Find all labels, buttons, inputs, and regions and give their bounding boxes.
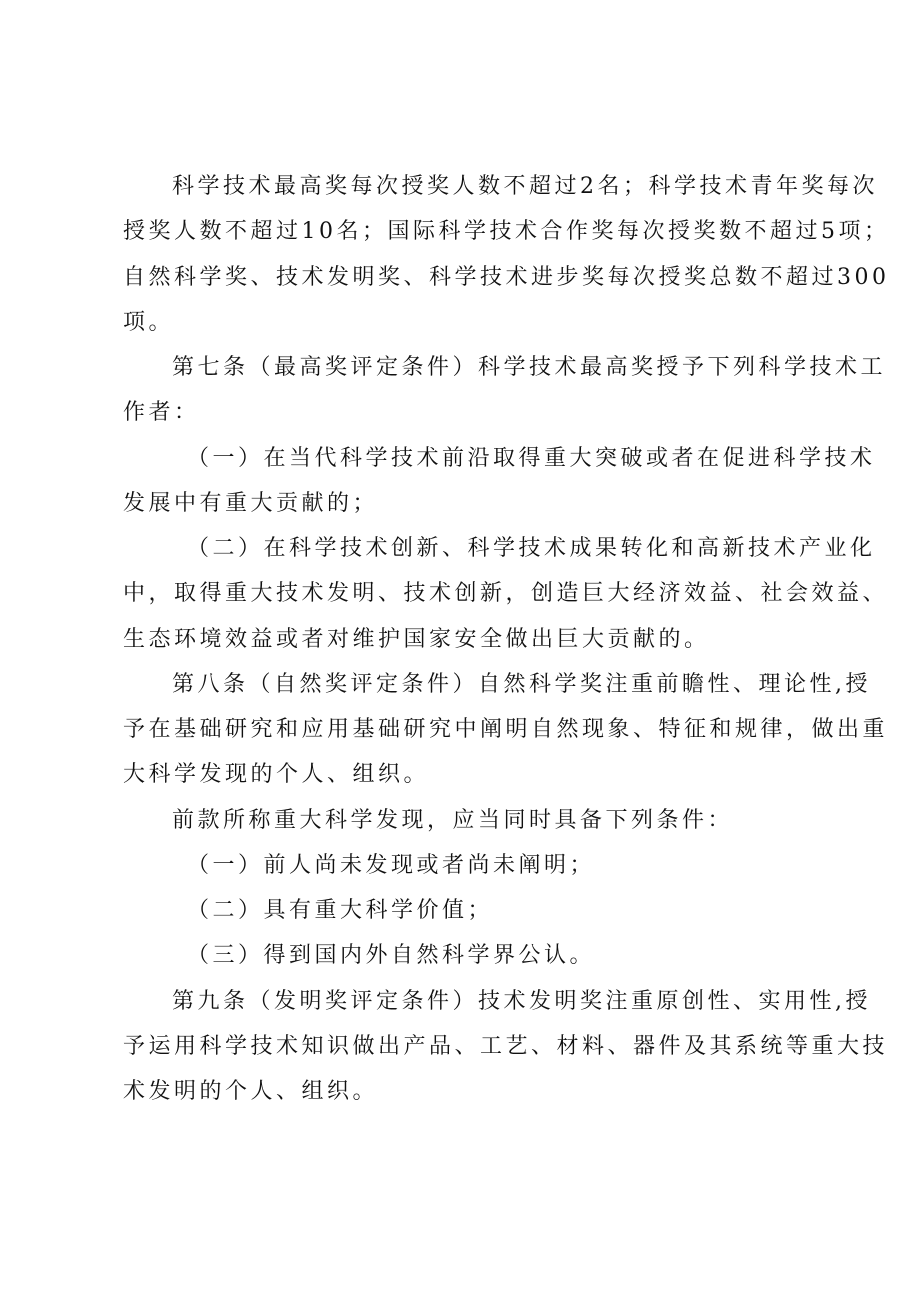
text-line: 予在基础研究和应用基础研究中阐明自然现象、特征和规律，做出重 [123,717,889,742]
article-8-heading: 第八条（自然奖评定条件）自然科学奖注重前瞻性、理论性,授 [172,672,871,697]
text-line: 术发明的个人、组织。 [123,1079,379,1104]
article-9-heading: 第九条（发明奖评定条件）技术发明奖注重原创性、实用性,授 [172,989,871,1014]
list-item: （三）得到国内外自然科学界公认。 [187,943,596,968]
text-line: 生态环境效益或者对维护国家安全做出巨大贡献的。 [123,627,710,652]
text-line: 自然科学奖、技术发明奖、科学技术进步奖每次授奖总数不超过300 [123,265,890,290]
text-line: 科学技术最高奖每次授奖人数不超过2名；科学技术青年奖每次 [172,174,878,199]
list-item: （二）在科学技术创新、科学技术成果转化和高新技术产业化 [187,536,876,561]
text-line: 大科学发现的个人、组织。 [123,762,430,787]
text-line: 项。 [123,310,175,335]
list-item: （一）前人尚未发现或者尚未阐明； [187,853,596,878]
text-line: 发展中有重大贡献的； [123,491,379,516]
text-line: 授奖人数不超过10名；国际科学技术合作奖每次授奖数不超过5项； [123,219,890,244]
article-7-heading: 第七条（最高奖评定条件）科学技术最高奖授予下列科学技术工 [172,355,887,380]
paragraph-line: 前款所称重大科学发现，应当同时具备下列条件： [172,808,734,833]
list-item: （二）具有重大科学价值； [187,898,494,923]
text-line: 作者： [123,400,200,425]
text-line: 予运用科学技术知识做出产品、工艺、材料、器件及其系统等重大技 [123,1034,889,1059]
list-item: （一）在当代科学技术前沿取得重大突破或者在促进科学技术 [187,446,876,471]
text-line: 中，取得重大技术发明、技术创新，创造巨大经济效益、社会效益、 [123,581,889,606]
